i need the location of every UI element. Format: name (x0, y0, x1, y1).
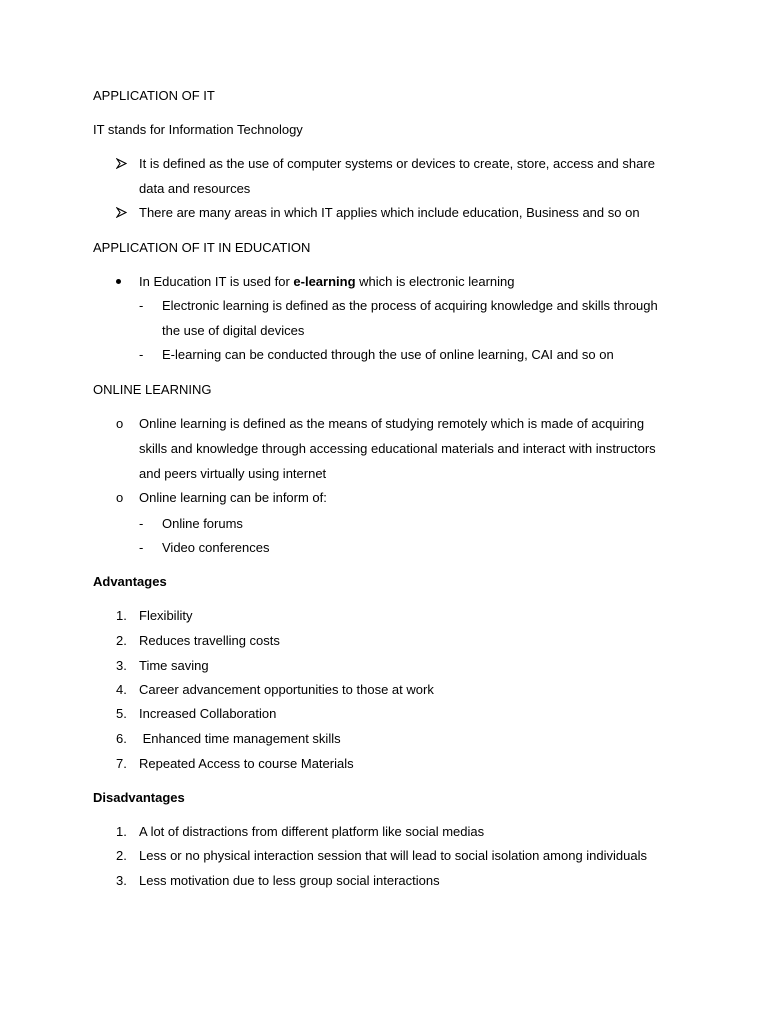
online-point-1-line-2: skills and knowledge through accessing educational materials and interact with instructors (139, 441, 656, 456)
education-main-point (139, 274, 515, 290)
education-sub-1-line-1: Electronic learning is defined as the process of acquiring knowledge and skills through (162, 298, 658, 313)
dash-marker: - (139, 540, 144, 555)
online-form-2: Video conferences (162, 540, 270, 555)
circle-marker: o (116, 416, 124, 431)
circle-marker: o (116, 490, 124, 505)
dash-marker: - (139, 516, 144, 531)
advantage-number: 2. (116, 633, 127, 648)
intro-text: IT stands for Information Technology (93, 122, 303, 137)
disadvantage-item: A lot of distractions from different platform like social medias (139, 824, 485, 839)
arrow-bullet-icon (116, 207, 127, 218)
advantage-item: Enhanced time management skills (139, 731, 341, 746)
advantage-number: 7. (116, 756, 127, 771)
it-point-2-line-1: There are many areas in which IT applies which include education, Business and so on (139, 205, 640, 220)
education-main-point-post: which is electronic learning (355, 274, 515, 289)
advantage-number: 5. (116, 706, 127, 721)
advantage-item: Career advancement opportunities to those at work (139, 682, 434, 697)
disadvantage-item: Less or no physical interaction session that will lead to social isolation among individuals (139, 848, 647, 863)
document-title: APPLICATION OF IT (93, 88, 215, 103)
disadvantage-item: Less motivation due to less group social interactions (139, 873, 440, 888)
advantage-number: 1. (116, 608, 127, 623)
online-point-1-line-1: Online learning is defined as the means of studying remotely which is made of acquiring (139, 416, 645, 431)
advantage-number: 4. (116, 682, 127, 697)
advantage-item: Time saving (139, 658, 209, 673)
dash-marker: - (139, 347, 144, 362)
it-point-1-line-2: data and resources (139, 181, 251, 196)
arrow-bullet-icon (116, 158, 127, 169)
advantage-item: Reduces travelling costs (139, 633, 280, 648)
disadvantage-number: 2. (116, 848, 127, 863)
disadvantage-number: 3. (116, 873, 127, 888)
advantage-number: 6. (116, 731, 127, 746)
advantage-item: Repeated Access to course Materials (139, 756, 354, 771)
disadvantages-heading: Disadvantages (93, 790, 185, 805)
education-sub-2-line-1: E-learning can be conducted through the use of online learning, CAI and so on (162, 347, 614, 362)
advantage-number: 3. (116, 658, 127, 673)
bullet-dot-icon (116, 279, 121, 284)
online-point-2-line-1: Online learning can be inform of: (139, 490, 327, 505)
advantages-heading: Advantages (93, 574, 167, 589)
online-point-1-line-3: and peers virtually using internet (139, 466, 327, 481)
disadvantage-number: 1. (116, 824, 127, 839)
online-form-1: Online forums (162, 516, 243, 531)
advantage-item: Increased Collaboration (139, 706, 277, 721)
online-heading: ONLINE LEARNING (93, 382, 212, 397)
education-heading: APPLICATION OF IT IN EDUCATION (93, 240, 311, 255)
education-main-point-pre: In Education IT is used for (139, 274, 294, 289)
it-point-1-line-1: It is defined as the use of computer systems or devices to create, store, access and share (139, 156, 655, 171)
education-sub-1-line-2: the use of digital devices (162, 323, 305, 338)
education-main-point-bold: e-learning (293, 274, 356, 289)
advantage-item: Flexibility (139, 608, 193, 623)
dash-marker: - (139, 298, 144, 313)
